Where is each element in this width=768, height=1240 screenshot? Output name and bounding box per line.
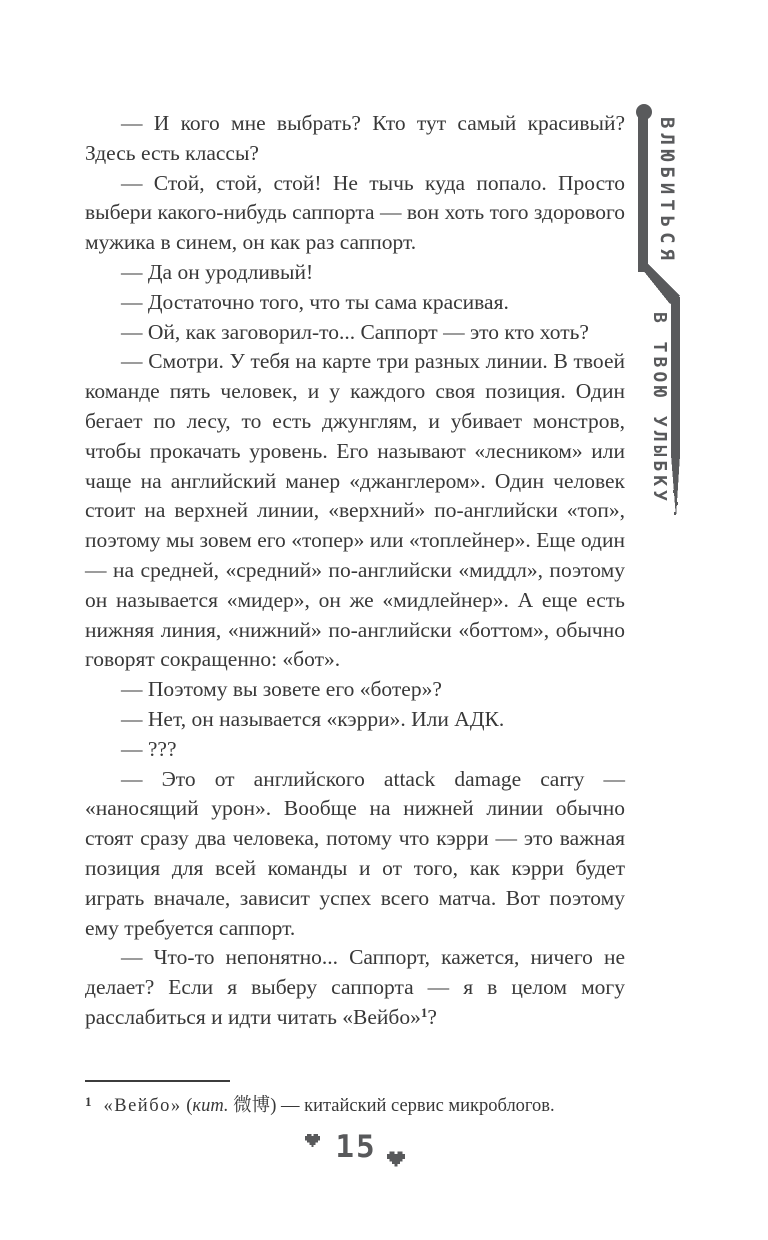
paragraph: — Да он уродливый! bbox=[121, 259, 314, 284]
footnote bbox=[85, 1089, 625, 1119]
pixel-heart-icon bbox=[387, 1151, 405, 1167]
paragraph: — ??? bbox=[121, 736, 177, 761]
spine-line-top bbox=[638, 112, 648, 272]
paragraph: — И кого мне выбрать? Кто тут самый красивый? Здесь есть классы? bbox=[85, 111, 625, 165]
spine-title-line1: ВЛЮБИТЬСЯ bbox=[656, 117, 678, 265]
text-column bbox=[85, 109, 625, 1033]
paragraph: — Ой, как заговорил-то... Саппорт — это кто хоть? bbox=[121, 319, 589, 344]
spine-line-taper bbox=[671, 455, 680, 518]
page-number: 15 bbox=[335, 1129, 377, 1165]
paragraph: — Что-то непонятно... Саппорт, кажется, ничего не делает? Если я выберу саппорта — я в целом могу расслабиться и идти читать «Вейбо»$^1$? bbox=[85, 945, 625, 1029]
paragraph: — Поэтому вы зовете его «ботер»? bbox=[121, 677, 442, 702]
page-footer bbox=[85, 1130, 625, 1167]
paragraph: — Смотри. У тебя на карте три разных линии. В твоей команде пять человек, и у каждого своя позиция. Один бегает по лесу, то есть джунглям, и убивает монстров, чтобы прокачать уровень. Его называют «лесником» или чаще на английский манер «джанглером». Один человек стоит на верхней линии, «верхний» по-английски «топ», поэтому мы зовем его «топер» или «топлейнер». Еще один — на средней, «средний» по-английски «миддл», поэтому он называется «мидер», он же «мидлейнер». А еще есть нижняя линия, «нижний» по-английски «боттом», обычно говорят сокращенно: «бот». bbox=[85, 349, 625, 672]
spine-title-line2: В ТВОЮ УЛЫБКУ bbox=[649, 312, 670, 505]
paragraph: — Нет, он называется «кэрри». Или АДК. bbox=[121, 706, 505, 731]
footnote-marker: 1 bbox=[85, 1094, 92, 1109]
footnote-ref: 1 bbox=[420, 1004, 428, 1020]
footnote-chinese: 微博 bbox=[228, 1096, 271, 1116]
paragraph: — Достаточно того, что ты сама красивая. bbox=[121, 289, 509, 314]
footnote-lang-label: кит. bbox=[192, 1096, 229, 1116]
paragraph: — Стой, стой, стой! Не тычь куда попало. Просто выбери какого-нибудь саппорта — вон хоть того здорового мужика в синем, он как раз саппорт. bbox=[85, 170, 625, 255]
footnote-paren-open: ( bbox=[181, 1096, 193, 1116]
footnote-term: «Вейбо» bbox=[103, 1096, 182, 1116]
spine-line-bottom bbox=[671, 297, 680, 455]
paragraph: — Это от английского attack damage carry — «наносящий урон». Вообще на нижней линии обычно стоят сразу два человека, потому что кэрри — это важная позиция для всей команды и от того, как кэрри будет играть вначале, зависит успех всего матча. Вот поэтому ему требуется саппорт. bbox=[85, 766, 625, 940]
pixel-heart-icon bbox=[305, 1134, 320, 1147]
spine-ornament bbox=[600, 90, 768, 530]
footnote-rest: ) — китайский сервис микроблогов. bbox=[270, 1096, 555, 1116]
footnote-rule bbox=[85, 1080, 230, 1082]
